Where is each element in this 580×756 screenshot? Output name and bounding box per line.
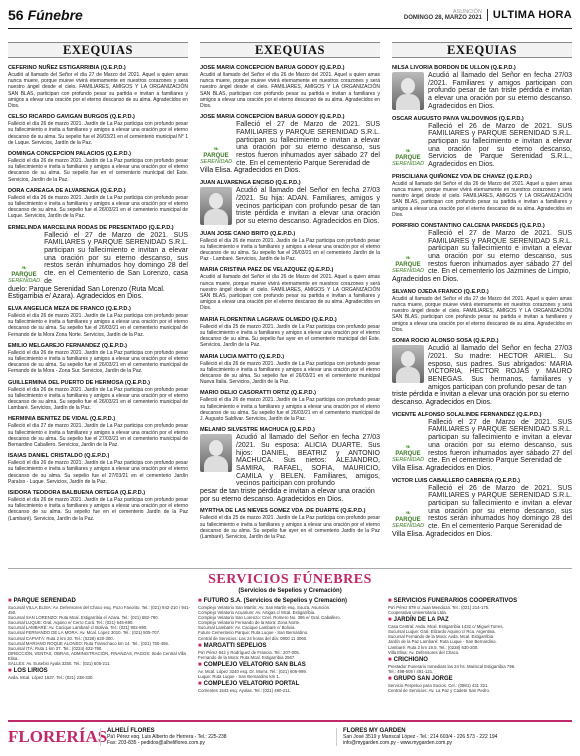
deceased-name: MYRTHA DE LAS NIEVES GOMEZ VDA .DE DUARTE (Q.E.P.D.) (200, 508, 366, 515)
notice-text: Falleció el día 25 de marzo 2021. Jardín de La Paz participa con profundo pesar su fallecimiento e invita a familiares y amigos a elevar una oración por el eterno descanso de su alma. Su sepelio fue ayer en el cementerio Jardín de la Paz (Lambaré). Servicios, Jardín de la Paz. (200, 515, 380, 541)
obituary-notice (8, 380, 188, 412)
notice-text-cont: Villa Elisa. Agradecidos en Dios. (200, 167, 301, 175)
section-title: Fúnebre (27, 7, 83, 23)
deceased-name: DORA CAREAGA DE ALVARENGA (Q.E.P.D.) (8, 187, 126, 194)
provider-name (388, 657, 572, 664)
notice-text-cont: Villa Elisa. Agradecidos en Dios. (392, 464, 493, 472)
provider-detail: Servicio Perpetuo para Socios. Cel.: (0981) 431 321. (388, 682, 489, 688)
issue-date (404, 9, 482, 22)
services-subtitle: (Servicios de Sepelios y Cremación) (238, 588, 342, 594)
provider-detail: Central de Servicios: Las 24 horas del día: 0800 11 3060. (198, 635, 308, 641)
bullet-icon: ■ (388, 656, 392, 663)
notice-text: Acudió al llamado del Señor el día 26 de Marzo del 2021. Aquel a quien amas nunca muere, porque mueve vivirá eternamente en nuestros corazones y será nuestro ángel desde el cielo. FAMILIARES, AMIGOS Y LA ORGANIZACIÓN SAN BLAS, participan con profundo pesar su partida e invitan a familiares y amigos a elevar una oración por el eterno descanso de su alma. Agradecidos en Dios. (392, 180, 572, 218)
leaf-icon: ❧ (21, 264, 27, 272)
provider-detail: Fernando de la Mora: Ruta Mcal. Estigarribia 2567. (198, 654, 296, 660)
provider-detail: Sucursal LUQUE: Gral. Aquino e/ Cerro Corá. Tel.: (021) 645-690. (8, 620, 134, 626)
obituary-notice (200, 267, 380, 311)
obituary-notice (8, 114, 188, 146)
deceased-name: PRISCILIANA QUIÑONEZ VDA DE CHAVEZ (Q.E.P.D.) (392, 173, 532, 180)
notice-text: Acudió al llamado del Señor en fecha 27/03 /2021. Su hija: ADAN. Familiares, amigos y vecinos participan con profundo pesar de tan triste pérdida e invitan a elevar una oración por su eterno descanso. Agradecidos en Dios. (236, 187, 380, 225)
newspaper-name: ULTIMA HORA (487, 9, 572, 21)
logo-text: SERENIDAD (200, 159, 233, 166)
obituary-notice (392, 174, 572, 218)
provider-detail: Prestador Funerario Inmediato las 24 hs. Mariscal Estigarribia 796. (388, 663, 516, 669)
obituary-notice (200, 65, 380, 109)
obituary-notice (392, 478, 572, 539)
leaf-icon: ❧ (405, 147, 411, 155)
florist-alheli (100, 728, 336, 746)
deceased-name: GUILLERMINA DEL PUERTO DE HERMOSA (Q.E.P.D.) (8, 379, 150, 386)
deceased-name: VICTOR LUIS CABALLERO CABRERA (Q.E.P.D.) (392, 477, 520, 484)
provider-title: COMPLEJO VELATORIO PORTAL (203, 681, 300, 688)
obituary-notice (392, 65, 572, 111)
deceased-name: SILVANO OJEDA FRANCO (Q.E.P.D.) (392, 288, 489, 295)
logo-text: SERENIDAD (392, 268, 425, 275)
exequias-banner: EXEQUIAS (200, 42, 380, 58)
notice-text: Falleció el día 26 de marzo 2021. Jardín de La Paz participa con profundo pesar su fallecimiento e invita a familiares y amigos a elevar una oración por el eterno descanso de su alma. Su sepelio fue el 26/03/21 en el cementerio municipal Nueva Italia. Servicios, Jardín de la Paz. (200, 360, 380, 386)
deceased-name: DOMINGA CONCEPCION PALACIOS (Q.E.P.D.) (8, 151, 131, 158)
notice-text-cont: Villa Elisa. Agradecidos en Dios. (392, 530, 493, 538)
provider-name (388, 617, 572, 624)
deceased-name: HERMINIA BENITEZ DE VIDAL (Q.E.P.D.) (8, 416, 116, 423)
obituary-notice (8, 188, 188, 220)
bullet-icon: ■ (198, 661, 202, 668)
obituary-notice (200, 114, 380, 175)
notice-text: Falleció el día 26 de marzo 2021. Jardín de La Paz participa con profundo pesar su fallecimiento e invita a familiares y amigos a elevar una oración por el eterno descanso de su alma. Su sepelio fue el 26/03/21 en el cementerio municipal de J. Augusto Saldívar. Servicios, Jardín de la Paz. (200, 397, 380, 422)
notice-body (8, 232, 188, 286)
notice-text: Falleció el día 26 de marzo 2021. Jardín de La Paz participa con profundo pesar su fallecimiento e invita a familiares y amigos a elevar una oración por el eterno descanso de su alma. Su sepelio fue el 26/03/21 en el cementerio municipal de Luque. Servicios, Jardín de la Paz. (8, 194, 188, 220)
provider-title: SERVICIOS FUNERARIOS COOPERATIVOS (393, 598, 518, 604)
notice-text: Falleció el 26 de Marzo de 2021. SUS FAMILIARES y PARQUE SERENIDAD S.R.L. participan su fallecimiento e invitan a elevar una oración por su eterno descanso, sus restos serán inhumados hoy domingo 28 del cte. En el cementerio Parque Serenidad de (428, 484, 572, 531)
notice-text: Falleció el 27 de Marzo de 2021. SUS FAMILIARES y PARQUE SERENIDAD S.R.L. participan su fallecimiento e invitan a elevar una oración por su eterno descanso, sus restos fueron inhumados ayer sábado 27 del cte. En el cementerio los Jazmines de Limpio, (428, 229, 572, 276)
obituary-notice (8, 490, 188, 522)
provider-detail: Villa Elisa: Av. Defensores del Chaco. (388, 649, 460, 655)
obituary-notice (200, 180, 380, 226)
notice-body (392, 123, 572, 169)
column-3 (392, 42, 572, 544)
services-column (198, 596, 382, 714)
notice-text: Falleció el 27 de Marzo de 2021. SUS FAMILIARES y PARQUE SERENIDAD S.R.L. participan su fallecimiento e invitan a elevar una oración por su eterno descanso, sus restos fueron inhumados ayer sábado 27 del cte. En el cementerio Parque Serenidad de (428, 418, 572, 465)
deceased-name: MARIO DELIO CASORATTI ORTIZ (Q.E.P.D.) (200, 390, 317, 397)
notice-text: Falleció el día 26 de marzo 2021. Jardín de La Paz participa con profundo pesar su fallecimiento e invita a familiares y amigos a elevar una oración por el eterno descanso de su alma. Su sepelio fue el 26/03/21 en el cementerio municipal de Lambaré. Servicios, Jardín de la Paz. (8, 386, 188, 412)
provider-detail: Sucursal VILLA ELISA: Av. Defensores del Chaco esq. Pozo Favorito. Tel.: (021) 942-210 / 941-450. (8, 605, 191, 616)
provider-detail: Cooperativa Universitaria Ltda. (388, 610, 447, 616)
deceased-name: SONIA ROCIO ALONSO SOSA (Q.E.P.D.) (392, 338, 499, 345)
bullet-icon: ■ (388, 598, 392, 604)
logo-text: SERENIDAD (392, 522, 425, 529)
leaf-icon: ❧ (213, 146, 219, 154)
florist-address: Pa'i Pérez esq. Luis Alberto de Herrera - Tel.: 225-238 (107, 734, 227, 740)
notice-text-cont: duelo: Parque Serenidad San Lorenzo (Ruta Mcal. Estigarribia e/ Azara). Agradecidos en Dios. (8, 285, 165, 301)
city-label: ASUNCIÓN (452, 8, 482, 15)
deceased-name: JOSE MARIA CONCEPCION BARUA GODOY (Q.E.P.D.) (200, 65, 345, 71)
bullet-icon: ■ (198, 642, 202, 649)
deceased-name: JOSE MARIA CONCEPCION BARUA GODOY (Q.E.P.D.) (200, 114, 345, 121)
notice-text: Falleció el día 27 de marzo 2021. Jardín de La Paz participa con profundo pesar su fallecimiento e invita a familiares y amigos a elevar una oración por el eterno descanso de su alma. Su sepelio fue el 27/03/21 en el cementerio municipal de Bernardino Caballero. Servicios, Jardín de la Paz. (8, 423, 188, 449)
notice-body (392, 230, 572, 276)
notice-body (200, 434, 380, 488)
provider-detail: DIRECCIÓN, VENTAS, OBRAS, ADMINISTRACIÓN, FINANZAS, PAGOS: Sede Central Villa Elisa. (8, 650, 186, 661)
logo-text: PARQUE (395, 154, 421, 161)
notice-text: Falleció el día 25 de marzo 2021. Jardín de La Paz participa con profundo pesar su fallecimiento e invita a familiares y amigos a elevar una oración por el eterno descanso de su alma. Su sepelio fue ayer en el cementerio municipal del Este. Servicios, Jardín de la Paz. (200, 323, 380, 349)
notice-text-cont: triste pérdida e invitan a elevar una oración por su eterno descanso. Agradecidos en Dios. (392, 391, 570, 407)
logo-text: PARQUE (11, 271, 37, 278)
obituary-notice (8, 151, 188, 183)
date-text: DOMINGO 28, MARZO 2021 (403, 15, 482, 21)
leaf-icon: ❧ (405, 255, 411, 263)
provider-name (388, 598, 572, 605)
exequias-banner: EXEQUIAS (392, 42, 572, 58)
provider-detail: Lambaré: Ruta 2 km 19,5. Tel.: (0228) 630-200. (388, 644, 479, 650)
logo-text: SERENIDAD (8, 277, 41, 284)
logo-text: SERENIDAD (392, 160, 425, 167)
provider-detail: Complejo Velatorio Fernando de la Mora: Zona Norte. (198, 620, 301, 626)
provider-detail: Sucursal LAMBARÉ: Av. Cacique Lambaré c/ Bolivia. Tel.: (021) 902-890. (8, 625, 148, 631)
notice-text: Falleció el 27 de Marzo de 2021. SUS FAMILIARES y PARQUE SERENIDAD S.R.L. participan su fallecimiento e invitan a elevar una oración por su eterno descanso, sus restos serán inhumados hoy domingo 28 del cte. en el Cementerio de San Lorenzo, casa de (44, 231, 188, 285)
obituary-notice (200, 390, 380, 422)
parque-serenidad-logo (392, 123, 424, 169)
provider-title: JARDÍN DE LA PAZ (393, 617, 449, 624)
portrait-photo (200, 434, 232, 472)
logo-text: PARQUE (395, 262, 421, 269)
notice-text: Falleció el día 26 de marzo 2021. Jardín de La Paz participa con profundo pesar su fallecimiento e invita a familiares y amigos a elevar una oración por el eterno descanso de su alma. Su sepelio fue el 26/03/21 en el cementerio municipal de Fernando de la Mora Zona Norte. Servicios, Jardín de la Paz. (8, 312, 188, 338)
provider-detail: Sucursal Lambaré: Av. Cacique Lambaré c/ Bolivia. (198, 625, 296, 631)
florist-mygarden (336, 728, 572, 746)
deceased-name: CEFERINO NUÑEZ ESTIGARRIBIA (Q.E.P.D.) (8, 65, 126, 71)
provider-detail: Sucursal Fernando de la Mora: Avda. Mcal. Estigarribia. (388, 634, 495, 640)
obituary-notice (8, 343, 188, 375)
bullet-icon: ■ (198, 681, 202, 688)
deceased-name: CELSO RICARDO GAVIGAN BURGOS (Q.E.P.D.) (8, 114, 135, 121)
notice-text: Acudió al llamado del Señor en fecha 27/03 /2021. Familiares y amigos participan con profundo pesar de tan triste pérdida e invitan a elevar una oración por su eterno descanso. Agradecidos en Dios. (428, 72, 572, 110)
bullet-icon: ■ (198, 598, 202, 604)
logo-text: SERENIDAD (392, 456, 425, 463)
florerias-label: FLORERÍAS (8, 727, 108, 746)
provider-name (198, 662, 382, 669)
page-header (8, 4, 572, 26)
notice-body (392, 72, 572, 111)
logo-text: PARQUE (395, 516, 421, 523)
notice-text: Falleció el 26 de Marzo de 2021. SUS FAMILIARES y PARQUE SERENIDAD S.R.L. participan su fallecimiento e invitan a elevar una oración por su eterno descanso, Servicios de Parque Serenidad S.R.L., Agradecidos en Dios. (428, 122, 572, 169)
notice-text: Falleció el día 26 de marzo 2021. Jardín de La Paz participa con profundo pesar su fallecimiento e invita a familiares y amigos a elevar una oración por el eterno descanso de su alma. Su sepelio fue en el cementerio municipal del Este. Servicios, Jardín de la Paz. (8, 158, 188, 183)
deceased-name: PORFIRIO CONSTANTINO CALCENA PAREDES (Q.E.P.D.) (392, 222, 545, 229)
deceased-name: JUAN JOSE CANO BRITO (Q.E.P.D.) (200, 230, 296, 237)
obituary-notice (8, 453, 188, 485)
provider-detail: Sucursal SAN LORENZO: Ruta Mcal. Estigarribia e/ Azara. Tel.: (021) 582-790. (8, 615, 159, 621)
portrait-photo (392, 72, 424, 110)
deceased-name: NILSA LIVORIA BORDON DE ULLON (Q.E.P.D.) (392, 65, 516, 71)
provider-detail: Av. Mcal. López 3240 esq. Dr. Morra. Tel.: (021) 606-999. (198, 668, 307, 674)
provider-detail: Jardín de la Paz Lambaré: Ruta Luque - San Bernardino. (388, 639, 497, 645)
deceased-name: MARIA CRISTINA PAEZ DE VELAZQUEZ (Q.E.P.D.) (200, 267, 334, 274)
provider-name (198, 598, 382, 605)
obituary-notice (392, 116, 572, 169)
services-column (388, 596, 572, 714)
provider-detail: Sucursal Luque: Gral. Elizardo Aquino c/ Rca. Argentina. (388, 629, 496, 635)
florist-contact: Fax: 203-835 - pedidos@alheliflores.com.py (107, 740, 205, 746)
provider-detail: Casa Central: Avda. Mcal. Estigarribia 1432 c/ Miguel Torres. (388, 624, 504, 630)
obituary-notice (200, 354, 380, 386)
deceased-name: ELVA ANGELICA MEZA DE FRANCO (Q.E.P.D.) (8, 305, 131, 312)
bullet-icon: ■ (388, 617, 392, 624)
provider-detail: Central de Servicios: Av. La Paz y Cadete San Pedro. (388, 688, 491, 694)
florist-name: ALHELÍ FLORES (107, 728, 155, 734)
deceased-name: EMILIO MELGAREJO FERNANDEZ (Q.E.P.D.) (8, 342, 127, 349)
provider-detail: Complejo Velatorio Acuarium: Av. Artigas c/ Mcal. Estigarribia. (198, 610, 316, 616)
obituary-notice (392, 289, 572, 333)
obituary-notice (392, 338, 572, 407)
provider-detail: Corrientes 1543 esq. Ayolas. Tel.: (021) 490-211. (198, 688, 291, 694)
provider-detail: Pa'i Pérez 879 c/ Juan Mendoza. Tel.: (021) 214-175. (388, 605, 490, 610)
page-number: 56 (8, 7, 24, 23)
obituary-notice (8, 416, 188, 448)
notice-body (200, 187, 380, 226)
obituary-notice (392, 412, 572, 473)
provider-title: MARGATTI SEPELIOS (203, 642, 267, 649)
provider-detail: Sucursal CAPIATÁ: Ruta 2 km 20. Tel.: (0228) 630-300. (8, 635, 114, 641)
florist-name: FLORES MY GARDEN (343, 728, 406, 734)
notice-text-cont: Agradecidos en Dios. (392, 276, 459, 284)
provider-detail: Sucursal MARIANO ROQUE ALONSO: Ruta Transchaco km 14. Tel.: (021) 750-456. (8, 640, 170, 646)
parque-serenidad-logo (8, 232, 40, 286)
florist-address: San José 3519 y Mariscal López - Tel.: 214 603/4 - 226 573 - 222 194 (343, 734, 498, 740)
notice-text: Acudió al llamado del Señor en fecha 27/03 /2021. Su madre: HECTOR ARIEL. Su esposo, sus padres. Sus abrigados: MARIA VICTORIA, HECTOR ROJAS y MAURO BENEGAS. Sus hermanos, familiares y amigos participan con profundo pesar de tan (428, 345, 572, 391)
deceased-name: VICENTE ALFONSO SOLALINDE FERNANDEZ (Q.E.P.D.) (392, 411, 542, 418)
notice-body (392, 485, 572, 531)
logo-text: PARQUE (203, 153, 229, 160)
notice-text: Acudió al llamado del Señor el día 26 de Marzo del 2021. Aquel a quien amas nunca muere, porque mueve vivirá eternamente en nuestros corazones y será nuestro ángel desde el cielo. FAMILIARES, AMIGOS Y LA ORGANIZACIÓN SAN BLAS, participan con profundo pesar su partida e invitan a familiares y amigos a elevar una oración por el eterno descanso de su alma. Agradecidos en Dios. (200, 274, 380, 312)
provider-name (198, 643, 382, 650)
obituary-notice (200, 231, 380, 263)
deceased-name: MELANIO SILVESTRE MACHUCA (Q.E.P.D.) (200, 427, 315, 434)
provider-detail: Complejo Velatorio San Martín: Av. San Martín esq. Souza, Asunción. (198, 605, 331, 610)
deceased-name: ERMELINDA MARCELINA RODAS DE PRESENTADO (Q.E.P.D.) (8, 224, 174, 231)
provider-title: PARQUE SERENIDAD (13, 598, 76, 604)
deceased-name: ISIDORA TEODORA BALBUENA ORTEGA (Q.E.P.D.) (8, 490, 146, 497)
bullet-icon: ■ (388, 675, 392, 682)
column-1 (8, 42, 188, 527)
bullet-icon: ■ (8, 598, 12, 604)
provider-detail: Complejo Velatorio San Lorenzo: Cnel. Romero No. 386 e/ Gral. Caballero. (198, 615, 341, 621)
services-title: SERVICIOS FÚNEBRES (208, 572, 372, 587)
services-column (8, 596, 192, 714)
provider-name (8, 598, 192, 605)
obituary-notice (392, 223, 572, 284)
provider-detail: Avda. Mcal. López 1637. Tel.: (021) 238-330. (8, 675, 94, 681)
services-directory (8, 568, 572, 716)
provider-detail: Sucursal FERNANDO DE LA MORA: Av. Mcal. López 3010. Tel.: (021) 505-707. (8, 630, 161, 636)
notice-body (392, 345, 572, 391)
florist-footer (8, 720, 572, 752)
leaf-icon: ❧ (405, 443, 411, 451)
provider-title: COMPLEJO VELATORIO SAN BLAS (203, 661, 306, 668)
provider-name (388, 676, 572, 683)
obituary-notice (200, 427, 380, 503)
portrait-photo (392, 345, 424, 383)
provider-title: FUTURO S.A. (Servicios de Sepelios y Cremación) (203, 598, 347, 604)
notice-text: Falleció el 27 de Marzo de 2021. SUS FAMILIARES y PARQUE SERENIDAD S.R.L. participan su fallecimiento e invitan a elevar una oración por su eterno descanso, sus restos fueron inhumados ayer sábado 27 del cte. En el cementerio Parque Serenidad de (236, 121, 380, 167)
exequias-banner: EXEQUIAS (8, 42, 188, 58)
notice-body (392, 419, 572, 465)
deceased-name: JUAN ALVARENGA ENCISO (Q.E.P.D.) (200, 180, 301, 187)
header-rule (8, 28, 572, 29)
leaf-icon: ❧ (405, 509, 411, 517)
provider-title: LOS LIRIOS (13, 668, 48, 675)
provider-name (8, 668, 192, 675)
column-2 (200, 42, 380, 545)
obituary-notice (8, 306, 188, 338)
notice-body (200, 121, 380, 167)
provider-title: CRICHIGNO (393, 656, 428, 663)
deceased-name: MARIA LUCIA MATTO (Q.E.P.D.) (200, 353, 285, 360)
parque-serenidad-logo (392, 485, 424, 531)
notice-text: Acudió al llamado del Señor el día 27 de Marzo del 2021. Aquel a quien amas nunca muere, porque mueve vivirá eternamente en nuestros corazones y será nuestro ángel desde el cielo. FAMILIARES, AMIGOS Y LA ORGANIZACIÓN SAN BLAS, participan con profundo pesar su partida e invitan a familiares y amigos a elevar una oración por el eterno descanso de su alma. Agradecidos en Dios. (8, 72, 188, 110)
provider-title: GRUPO SAN JORGE (393, 675, 453, 682)
parque-serenidad-logo (200, 121, 232, 167)
obituary-notice (8, 65, 188, 109)
provider-detail: Tel.: 498-505 / 491-121. (388, 668, 434, 674)
florist-contact: info@mygarden.com.py - www.mygarden.com.py (343, 740, 453, 746)
deceased-name: OSCAR AUGUSTO PAIVA VALDOVINOS (Q.E.P.D.) (392, 115, 524, 122)
notice-text-cont: pesar de tan triste pérdida e invitan a elevar una oración por su eterno descanso. Agradecidos en Dios. (200, 488, 375, 503)
deceased-name: ISAIAS DANIEL CRISTALDO (Q.E.P.D.) (8, 453, 110, 460)
parque-serenidad-logo (392, 230, 424, 276)
provider-detail: Futuro Cementerio Parque: Ruta Luque - San Bernardino. (198, 630, 309, 636)
notice-text: Falleció el día 26 de marzo 2021. Jardín de La Paz participa con profundo pesar su fallecimiento e invita a familiares y amigos a elevar una oración por el eterno descanso de su alma. Su sepelio fue en el cementerio Jardín de la Paz (Lambaré). Servicios, Jardín de la Paz. (8, 497, 188, 522)
provider-detail: Luque: Ruta Luque - San Bernardino km 1. (198, 673, 280, 679)
deceased-name: MARIA FLORENTINA LAGRAVE OLMEDO (Q.E.P.D.) (200, 316, 337, 323)
bullet-icon: ■ (8, 668, 12, 675)
notice-text: Falleció el día 26 de marzo 2021. Jardín de La Paz participa con profundo pesar su fallecimiento e invita a familiares y amigos a elevar una oración por el eterno descanso de su alma. Su sepelio fue el 26/03/21 en el cementerio municipal N° 1 de Luque. Servicios, Jardín de la Paz. (8, 121, 188, 146)
obituary-notice (8, 225, 188, 301)
obituary-notice (200, 508, 380, 540)
provider-name (198, 681, 382, 688)
notice-text: Acudió al llamado del Señor el día 26 de Marzo del 2021. Aquel a quien amas nunca muere, porque mueve vivirá eternamente en nuestros corazones y será nuestro ángel desde el cielo. FAMILIARES, AMIGOS Y LA ORGANIZACIÓN SAN BLAS, participan con profundo pesar su partida e invitan a familiares y amigos a elevar una oración por el eterno descanso de su alma. Agradecidos en Dios. (200, 72, 380, 110)
provider-detail: SALLES: Av. Eusebio Ayala 3250. Tel.: (021) 505-211. (8, 661, 111, 667)
notice-text: Acudió al llamado del Señor el día 27 de Marzo del 2021. Aquel a quien amas nunca muere, porque mueve vivirá eternamente en nuestros corazones y será nuestro ángel desde el cielo. FAMILIARES, AMIGOS Y LA ORGANIZACIÓN SAN BLAS, participan con profundo pesar su partida e invitan a familiares y amigos a elevar una oración por el eterno descanso de su alma. Agradecidos en Dios. (392, 295, 572, 333)
portrait-photo (200, 187, 232, 225)
obituary-notice (200, 317, 380, 349)
notice-text: Falleció el día 26 de marzo 2021. Jardín de La Paz participa con profundo pesar su fallecimiento e invita a familiares y amigos a elevar una oración por el eterno descanso de su alma. Su sepelio fue el 26/03/21 en el cementerio municipal de Fernando de la Mora - Zona Sur. Servicios, Jardín de la Paz. (8, 349, 188, 375)
parque-serenidad-logo (392, 419, 424, 465)
logo-text: PARQUE (395, 450, 421, 457)
provider-detail: Pa'i Pérez 842 y Rodríguez de Francia. Tel.: 207-005. (198, 649, 301, 655)
notice-text: Falleció el día 26 de marzo 2021. Jardín de La Paz participa con profundo pesar su fallecimiento e invita a familiares y amigos a elevar una oración por el eterno descanso de su alma. Su sepelio fue el 26/03/21 en el cementerio Jardín de la Paz - Lambaré. Servicios, Jardín de la Paz. (200, 237, 380, 263)
notice-text: Falleció el día 26 de marzo 2021. Jardín de La Paz participa con profundo pesar su fallecimiento e invita a familiares y amigos a elevar una oración por el eterno descanso de su alma. Su sepelio fue el 27/03/21 en el cementerio Jardín Paraíso - Luque. Servicios, Jardín de la Paz. (8, 460, 188, 485)
notice-text: Acudió al llamado del Señor en fecha 27/03 /2021. Su esposa: ALICIA DUARTE. Sus hijos: DANIEL, BEATRIZ y ANTONIO MACHUCA. Sus nietos: ALEJANDRO, SAMIRA, RAFAEL, SOFIA, MAURICIO, CAMILA y BELEN. Familiares, amigos, vecinos participan con profundo (236, 434, 380, 488)
services-columns (8, 596, 572, 714)
provider-detail: Sucursal ITÁ: Ruta 1 km 37. Tel.: (0224) 632-790. (8, 645, 103, 651)
